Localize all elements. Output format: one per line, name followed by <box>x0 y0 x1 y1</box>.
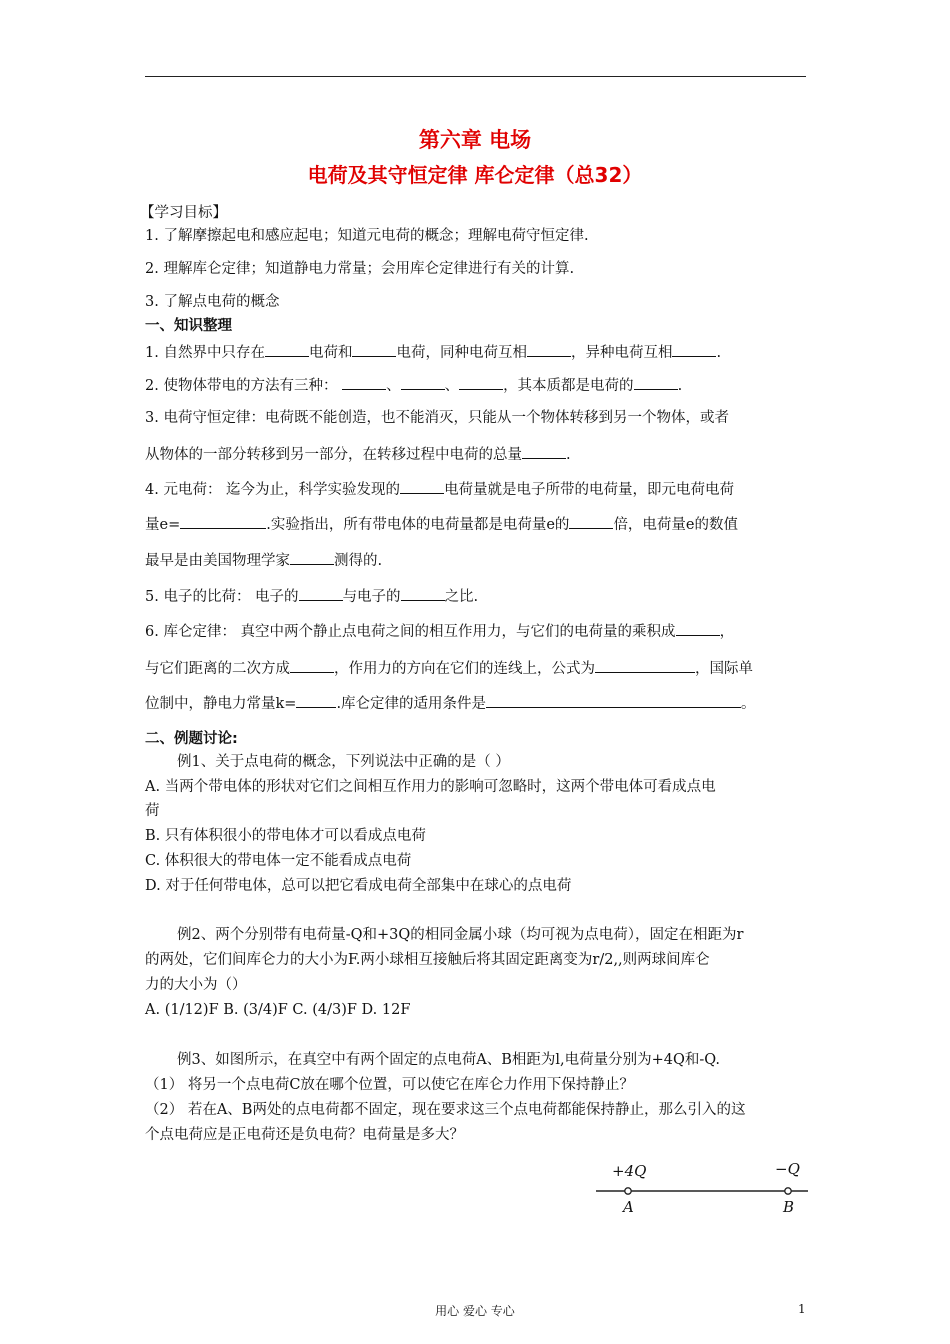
knowledge-q4-line1: 4. 元电荷： 迄今为止，科学实验发现的 电荷量就是电子所带的电荷量，即元电荷电荷 <box>145 479 810 500</box>
blank <box>352 342 396 357</box>
blank <box>486 693 741 708</box>
blank <box>634 375 678 390</box>
objective-item-1: 1. 了解摩擦起电和感应起电；知道元电荷的概念；理解电荷守恒定律. <box>145 228 589 244</box>
knowledge-q5: 5. 电子的比荷： 电子的 与电子的 之比. <box>145 586 810 607</box>
blank <box>342 375 386 390</box>
example2-line1: 例2、两个分别带有电荷量-Q和+3Q的相同金属小球（均可视为点电荷），固定在相距为r <box>177 927 744 943</box>
blank <box>522 444 566 459</box>
knowledge-q6-line3: 位制中，静电力常量k= .库仑定律的适用条件是 。 <box>145 693 810 714</box>
example1-option-a-line1: A. 当两个带电体的形状对它们之间相互作用力的影响可忽略时，这两个带电体可看成点电 <box>145 779 716 795</box>
blank <box>569 514 613 529</box>
blank <box>676 621 720 636</box>
example1-option-b: B. 只有体积很小的带电体才可以看成点电荷 <box>145 828 426 844</box>
knowledge-q4-line3: 最早是由美国物理学家 测得的. <box>145 550 810 571</box>
example3-part2-line1: （2） 若在A、B两处的点电荷都不固定，现在要求这三个点电荷都能保持静止，那么引入的这 <box>145 1102 746 1118</box>
blank <box>672 342 716 357</box>
example2-options: A. (1/12)F B. (3/4)F C. (4/3)F D. 12F <box>145 1002 411 1018</box>
blank <box>401 375 445 390</box>
blank <box>400 479 444 494</box>
blank <box>180 514 266 529</box>
page-number: 1 <box>798 1302 806 1316</box>
blank <box>299 586 343 601</box>
objective-item-2: 2. 理解库仑定律；知道静电力常量；会用库仑定律进行有关的计算. <box>145 261 575 277</box>
chapter-title: 第六章 电场 <box>418 128 532 152</box>
knowledge-q6-line1: 6. 库仑定律： 真空中两个静止点电荷之间的相互作用力，与它们的电荷量的乘积成 ， <box>145 621 810 642</box>
blank <box>296 693 336 708</box>
point-a-label: A <box>623 1198 634 1216</box>
footer-motto: 用心 爱心 专心 <box>435 1304 515 1318</box>
knowledge-q2: 2. 使物体带电的方法有三种： 、 、 ，其本质都是电荷的 . <box>145 375 810 396</box>
example2-line2: 的两处，它们间库仑力的大小为F.两小球相互接触后将其固定距离变为r/2,,则两球间库仑 <box>145 952 710 968</box>
blank <box>290 658 334 673</box>
knowledge-q3-line1: 3. 电荷守恒定律：电荷既不能创造，也不能消灭，只能从一个物体转移到另一个物体，或者 <box>145 410 729 426</box>
example3-part2-line2: 个点电荷应是正电荷还是负电荷？电荷量是多大？ <box>145 1127 464 1143</box>
objectives-heading: 【学习目标】 <box>140 205 227 221</box>
section-title: 电荷及其守恒定律 库仑定律（总32） <box>307 163 643 187</box>
knowledge-q3-line2: 从物体的一部分转移到另一部分，在转移过程中电荷的总量 . <box>145 444 810 465</box>
header-rule <box>145 76 806 77</box>
knowledge-q6-line2: 与它们距离的二次方成 ，作用力的方向在它们的连线上，公式为 ，国际单 <box>145 658 810 679</box>
charge-a-point <box>625 1188 631 1194</box>
blank <box>527 342 571 357</box>
charge-a-value: +4Q <box>612 1162 647 1180</box>
example1-option-c: C. 体积很大的带电体一定不能看成点电荷 <box>145 853 412 869</box>
objective-item-3: 3. 了解点电荷的概念 <box>145 294 280 310</box>
example1-question: 例1、关于点电荷的概念，下列说法中正确的是（ ） <box>177 754 510 770</box>
blank <box>265 342 309 357</box>
example3-part1: （1） 将另一个点电荷C放在哪个位置，可以使它在库仑力作用下保持静止？ <box>145 1077 634 1093</box>
blank <box>401 586 445 601</box>
charges-figure <box>592 1158 812 1220</box>
charge-b-value: −Q <box>775 1160 800 1178</box>
charge-b-point <box>785 1188 791 1194</box>
example1-option-a-line2: 荷 <box>145 803 160 819</box>
example2-line3: 力的大小为（） <box>145 977 247 993</box>
knowledge-q1: 1. 自然界中只存在 电荷和 电荷，同种电荷互相 ，异种电荷互相 . <box>145 342 810 363</box>
blank <box>595 658 695 673</box>
blank <box>290 550 334 565</box>
examples-heading: 二、例题讨论: <box>145 731 238 747</box>
knowledge-q4-line2: 量e= .实验指出，所有带电体的电荷量都是电荷量e的 倍，电荷量e的数值 <box>145 514 810 535</box>
knowledge-heading: 一、知识整理 <box>145 318 232 334</box>
example1-option-d: D. 对于任何带电体，总可以把它看成电荷全部集中在球心的点电荷 <box>145 878 572 894</box>
blank <box>459 375 503 390</box>
point-b-label: B <box>783 1198 795 1216</box>
example3-line1: 例3、如图所示，在真空中有两个固定的点电荷A、B相距为l,电荷量分别为+4Q和-Q. <box>177 1052 721 1068</box>
